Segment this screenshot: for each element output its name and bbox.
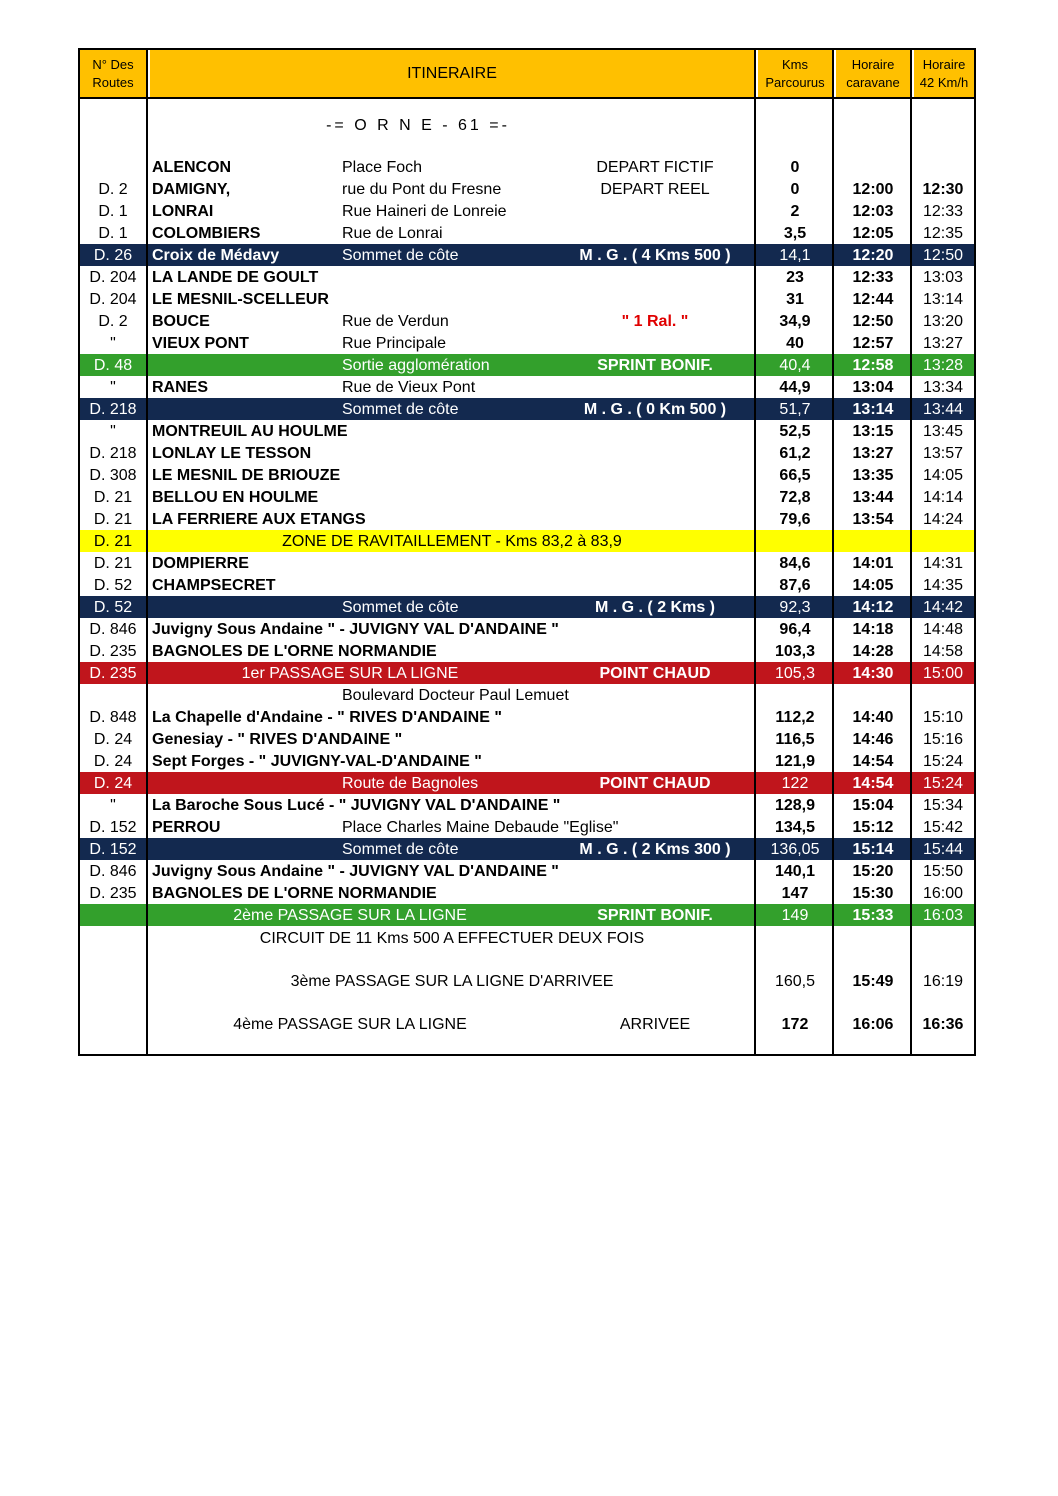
route-number (80, 684, 146, 706)
table-row (80, 244, 974, 266)
row-note (560, 816, 750, 838)
row-note (560, 552, 750, 574)
col-divider (146, 50, 148, 1054)
km-value: 128,9 (774, 797, 816, 814)
row-note (560, 266, 750, 288)
place-name: MONTREUIL AU HOULME (152, 423, 348, 440)
route-number (80, 156, 146, 178)
km-value: 66,5 (779, 467, 811, 484)
route-number: " (110, 379, 116, 396)
place-name: Juvigny Sous Andaine " - JUVIGNY VAL D'ANDAINE " (152, 863, 559, 880)
speed-time: 15:24 (922, 775, 964, 792)
footer-circuit-row (80, 927, 974, 949)
table-row (80, 618, 974, 640)
place-name: Genesiay - " RIVES D'ANDAINE " (152, 731, 403, 748)
km-value: 0 (790, 181, 800, 198)
route-number: D. 848 (89, 709, 137, 726)
speed-time (912, 156, 974, 178)
row-note (560, 508, 750, 530)
row-note: POINT CHAUD (599, 775, 711, 792)
km-value: 23 (786, 269, 804, 286)
table-row (80, 464, 974, 486)
table-row (80, 596, 974, 618)
caravane-time: 15:12 (852, 819, 894, 836)
route-number: D. 24 (93, 775, 133, 792)
table-row (80, 222, 974, 244)
caravane-time: 13:14 (852, 401, 894, 418)
table-row (80, 354, 974, 376)
street-name: Place Foch (342, 159, 423, 176)
circuit-text: CIRCUIT DE 11 Kms 500 A EFFECTUER DEUX FOIS (259, 930, 645, 947)
zone-label: ZONE DE RAVITAILLEMENT - Kms 83,2 à 83,9 (282, 533, 622, 550)
table-row (80, 442, 974, 464)
caravane-time: 14:46 (852, 731, 894, 748)
table-row (80, 816, 974, 838)
caravane-time (836, 684, 910, 706)
km-value: 112,2 (775, 709, 815, 726)
speed-time: 12:50 (922, 247, 964, 264)
km-value: 44,9 (779, 379, 811, 396)
row-note (560, 464, 750, 486)
speed-time: 13:27 (922, 335, 964, 352)
km-value: 34,9 (779, 313, 811, 330)
route-number: D. 204 (89, 291, 137, 308)
caravane-time: 14:05 (852, 577, 894, 594)
pass4-speed: 16:36 (922, 1016, 964, 1033)
table-row (80, 728, 974, 750)
table-row (80, 376, 974, 398)
speed-time: 15:42 (922, 819, 964, 836)
caravane-time (836, 530, 910, 552)
row-note (560, 420, 750, 442)
km-value: 87,6 (779, 577, 811, 594)
speed-time (912, 684, 974, 706)
place-name: DOMPIERRE (152, 555, 249, 572)
route-number: " (110, 423, 116, 440)
row-note (560, 530, 750, 552)
route-number: D. 308 (89, 467, 137, 484)
pass3-label: 3ème PASSAGE SUR LA LIGNE D'ARRIVEE (290, 973, 614, 990)
pass3-caravane: 15:49 (852, 973, 894, 990)
table-row (80, 706, 974, 728)
route-number: D. 218 (89, 445, 137, 462)
passage-label: 1er PASSAGE SUR LA LIGNE (241, 665, 459, 682)
table-row (80, 838, 974, 860)
table-row (80, 750, 974, 772)
place-name: LONRAI (152, 203, 214, 220)
route-number: D. 846 (89, 863, 137, 880)
place-name: LONLAY LE TESSON (152, 445, 312, 462)
route-number: D. 204 (89, 269, 137, 286)
km-value: 140,1 (774, 863, 816, 880)
route-number: D. 52 (93, 577, 133, 594)
km-value: 96,4 (779, 621, 811, 638)
street-name: Route de Bagnoles (342, 775, 479, 792)
place-name: LA FERRIERE AUX ETANGS (152, 511, 366, 528)
caravane-time: 15:14 (852, 841, 894, 858)
km-value: 136,05 (770, 841, 820, 858)
speed-time: 13:03 (922, 269, 964, 286)
caravane-time: 13:44 (852, 489, 894, 506)
caravane-time: 14:54 (852, 775, 894, 792)
route-number: D. 21 (93, 511, 133, 528)
route-number: D. 235 (89, 643, 137, 660)
speed-time: 13:44 (922, 401, 964, 418)
place-name: VIEUX PONT (152, 335, 249, 352)
km-value: 79,6 (779, 511, 811, 528)
caravane-time (836, 156, 910, 178)
place-name: LE MESNIL DE BRIOUZE (152, 467, 341, 484)
km-value: 0 (790, 159, 800, 176)
street-name: Rue de Vieux Pont (342, 379, 476, 396)
table-row (80, 178, 974, 200)
route-number: D. 24 (93, 731, 133, 748)
table-row (80, 574, 974, 596)
row-note (560, 618, 750, 640)
km-value: 116,5 (775, 731, 815, 748)
street-name: Rue de Verdun (342, 313, 449, 330)
speed-time (912, 530, 974, 552)
place-name: CHAMPSECRET (152, 577, 276, 594)
street-name: Sommet de côte (342, 841, 459, 858)
km-value: 122 (781, 775, 809, 792)
km-value: 72,8 (779, 489, 811, 506)
speed-time: 15:24 (922, 753, 964, 770)
km-value: 105,3 (774, 665, 816, 682)
route-number: D. 21 (93, 489, 133, 506)
footer-pass4-row (80, 1013, 974, 1035)
row-note (560, 728, 750, 750)
km-value: 40 (786, 335, 804, 352)
km-value: 14,1 (779, 247, 811, 264)
caravane-time: 13:54 (852, 511, 894, 528)
caravane-time: 15:20 (852, 863, 894, 880)
table-row (80, 420, 974, 442)
place-name: Juvigny Sous Andaine " - JUVIGNY VAL D'ANDAINE " (152, 621, 559, 638)
pass4-note: ARRIVEE (619, 1016, 691, 1033)
speed-time: 14:14 (922, 489, 964, 506)
route-number: D. 2 (98, 313, 128, 330)
street-name: Rue Principale (342, 335, 447, 352)
place-name: COLOMBIERS (152, 225, 261, 242)
caravane-time: 13:04 (852, 379, 894, 396)
route-number: D. 52 (93, 599, 133, 616)
col-divider (754, 50, 756, 1054)
table-row (80, 684, 974, 706)
caravane-time: 14:01 (852, 555, 894, 572)
speed-time: 13:34 (922, 379, 964, 396)
speed-time: 13:20 (922, 313, 964, 330)
speed-time: 13:14 (922, 291, 964, 308)
route-number: " (110, 797, 116, 814)
route-number: D. 21 (93, 533, 133, 550)
footer-pass3-row (80, 970, 974, 992)
speed-time: 15:34 (922, 797, 964, 814)
table-row (80, 332, 974, 354)
street-name: Place Charles Maine Debaude "Eglise" (342, 819, 619, 836)
caravane-time: 14:54 (852, 753, 894, 770)
speed-time: 13:28 (922, 357, 964, 374)
col-divider (832, 50, 834, 1054)
table-row (80, 530, 974, 552)
place-name: La Chapelle d'Andaine - " RIVES D'ANDAINE " (152, 709, 502, 726)
row-note (560, 860, 750, 882)
header-divider (80, 97, 974, 99)
place-name: BAGNOLES DE L'ORNE NORMANDIE (152, 885, 437, 902)
table-row (80, 794, 974, 816)
place-name: LE MESNIL-SCELLEUR (152, 291, 329, 308)
route-number: D. 152 (89, 819, 137, 836)
route-number: D. 846 (89, 621, 137, 638)
place-name: BELLOU EN HOULME (152, 489, 319, 506)
row-note (560, 288, 750, 310)
col-divider (910, 50, 912, 1054)
table-row (80, 508, 974, 530)
row-note: M . G . ( 4 Kms 500 ) (579, 247, 731, 264)
table-row (80, 552, 974, 574)
table-row (80, 662, 974, 684)
speed-time: 14:48 (922, 621, 964, 638)
speed-time: 15:10 (922, 709, 964, 726)
speed-time: 12:30 (922, 181, 964, 198)
caravane-time: 13:15 (852, 423, 894, 440)
caravane-time: 12:00 (852, 181, 894, 198)
caravane-time: 14:12 (852, 599, 894, 616)
row-note (560, 486, 750, 508)
caravane-time: 12:44 (852, 291, 894, 308)
speed-time: 15:44 (922, 841, 964, 858)
caravane-time: 14:30 (852, 665, 894, 682)
table-row (80, 310, 974, 332)
table-row (80, 772, 974, 794)
place-name: LA LANDE DE GOULT (152, 269, 319, 286)
speed-time: 15:00 (922, 665, 964, 682)
caravane-time: 15:33 (852, 907, 894, 924)
caravane-time: 13:35 (852, 467, 894, 484)
caravane-time: 12:03 (852, 203, 894, 220)
street-name: Sommet de côte (342, 247, 459, 264)
caravane-time: 14:40 (852, 709, 894, 726)
street-name: Boulevard Docteur Paul Lemuet (342, 687, 569, 704)
caravane-time: 14:28 (852, 643, 894, 660)
route-number: D. 21 (93, 555, 133, 572)
street-name: Rue de Lonrai (342, 225, 443, 242)
speed-time: 15:16 (922, 731, 964, 748)
place-name: RANES (152, 379, 209, 396)
caravane-time: 12:57 (852, 335, 894, 352)
caravane-time: 12:05 (852, 225, 894, 242)
route-number: D. 2 (98, 181, 128, 198)
department-banner: -= O R N E - 61 =- (326, 117, 510, 134)
pass4-km: 172 (781, 1016, 809, 1033)
table-row (80, 640, 974, 662)
header-itinerary: ITINERAIRE (150, 50, 754, 97)
route-number: " (110, 335, 116, 352)
km-value: 103,3 (774, 643, 816, 660)
speed-time: 14:24 (922, 511, 964, 528)
km-value (756, 684, 834, 706)
row-note: SPRINT BONIF. (597, 357, 713, 374)
table-row (80, 860, 974, 882)
route-number (80, 904, 146, 926)
row-note: M . G . ( 0 Km 500 ) (583, 401, 727, 418)
speed-time: 12:33 (922, 203, 964, 220)
caravane-time: 15:04 (852, 797, 894, 814)
speed-time: 14:42 (922, 599, 964, 616)
caravane-time: 15:30 (852, 885, 894, 902)
km-value: 51,7 (779, 401, 811, 418)
km-value: 61,2 (779, 445, 811, 462)
speed-time: 14:31 (922, 555, 964, 572)
row-note: DEPART FICTIF (596, 159, 714, 176)
speed-time: 13:57 (922, 445, 964, 462)
km-value: 3,5 (783, 225, 807, 242)
route-number: D. 235 (89, 885, 137, 902)
speed-time: 12:35 (922, 225, 964, 242)
street-name: Sommet de côte (342, 401, 459, 418)
place-name: Croix de Médavy (152, 247, 280, 264)
speed-time: 15:50 (922, 863, 964, 880)
row-note (560, 222, 750, 244)
header-kms: Kms Parcourus (758, 50, 832, 97)
caravane-time: 13:27 (852, 445, 894, 462)
header-speed: Horaire 42 Km/h (914, 50, 974, 97)
row-note: " 1 Ral. " (621, 313, 689, 330)
route-number: D. 48 (93, 357, 133, 374)
table-row (80, 288, 974, 310)
place-name: PERROU (152, 819, 221, 836)
speed-time: 14:05 (922, 467, 964, 484)
row-note (560, 684, 750, 706)
speed-time: 13:45 (922, 423, 964, 440)
street-name: rue du Pont du Fresne (342, 181, 502, 198)
header-caravane: Horaire caravane (836, 50, 910, 97)
row-note: M . G . ( 2 Kms ) (594, 599, 715, 616)
table-row (80, 398, 974, 420)
route-number: D. 152 (89, 841, 137, 858)
km-value: 147 (781, 885, 809, 902)
table-row (80, 156, 974, 178)
route-number: D. 26 (93, 247, 133, 264)
street-name: Sommet de côte (342, 599, 459, 616)
row-note (560, 376, 750, 398)
caravane-time: 12:33 (852, 269, 894, 286)
row-note: POINT CHAUD (599, 665, 711, 682)
table-row (80, 266, 974, 288)
km-value (756, 530, 834, 552)
route-number: D. 1 (98, 225, 128, 242)
km-value: 84,6 (779, 555, 811, 572)
route-number: D. 235 (89, 665, 137, 682)
row-note (560, 750, 750, 772)
km-value: 52,5 (779, 423, 811, 440)
place-name: BAGNOLES DE L'ORNE NORMANDIE (152, 643, 437, 660)
row-note (560, 200, 750, 222)
street-name: Sortie agglomération (342, 357, 490, 374)
place-name: BOUCE (152, 313, 210, 330)
table-row (80, 882, 974, 904)
row-note (560, 640, 750, 662)
row-note (560, 706, 750, 728)
row-note (560, 574, 750, 596)
row-note (560, 882, 750, 904)
route-number: D. 1 (98, 203, 128, 220)
street-name: Rue Haineri de Lonreie (342, 203, 507, 220)
caravane-time: 12:50 (852, 313, 894, 330)
header-routes: N° Des Routes (80, 50, 146, 97)
passage-label: 2ème PASSAGE SUR LA LIGNE (233, 907, 467, 924)
km-value: 31 (786, 291, 804, 308)
speed-time: 16:03 (922, 907, 964, 924)
route-number: D. 218 (89, 401, 137, 418)
place-name: ALENCON (152, 159, 232, 176)
km-value: 92,3 (779, 599, 811, 616)
caravane-time: 12:20 (852, 247, 894, 264)
route-number: D. 24 (93, 753, 133, 770)
speed-time: 14:35 (922, 577, 964, 594)
table-row (80, 200, 974, 222)
table-row (80, 904, 974, 926)
caravane-time: 12:58 (852, 357, 894, 374)
km-value: 121,9 (774, 753, 816, 770)
row-note (560, 794, 750, 816)
pass3-speed: 16:19 (922, 973, 964, 990)
pass4-caravane: 16:06 (852, 1016, 894, 1033)
place-name: DAMIGNY, (152, 181, 231, 198)
row-note (560, 442, 750, 464)
table-row (80, 486, 974, 508)
place-name: La Baroche Sous Lucé - " JUVIGNY VAL D'ANDAINE " (152, 797, 561, 814)
row-note: SPRINT BONIF. (597, 907, 713, 924)
km-value: 2 (790, 203, 800, 220)
speed-time: 16:00 (922, 885, 964, 902)
km-value: 149 (781, 907, 809, 924)
km-value: 40,4 (779, 357, 811, 374)
km-value: 134,5 (774, 819, 816, 836)
row-note: M . G . ( 2 Kms 300 ) (579, 841, 731, 858)
pass4-label: 4ème PASSAGE SUR LA LIGNE (233, 1016, 467, 1033)
caravane-time: 14:18 (852, 621, 894, 638)
row-note (560, 332, 750, 354)
row-note: DEPART REEL (600, 181, 710, 198)
speed-time: 14:58 (922, 643, 964, 660)
route-table (78, 48, 976, 1056)
place-name: Sept Forges - " JUVIGNY-VAL-D'ANDAINE " (152, 753, 482, 770)
pass3-km: 160,5 (774, 973, 816, 990)
